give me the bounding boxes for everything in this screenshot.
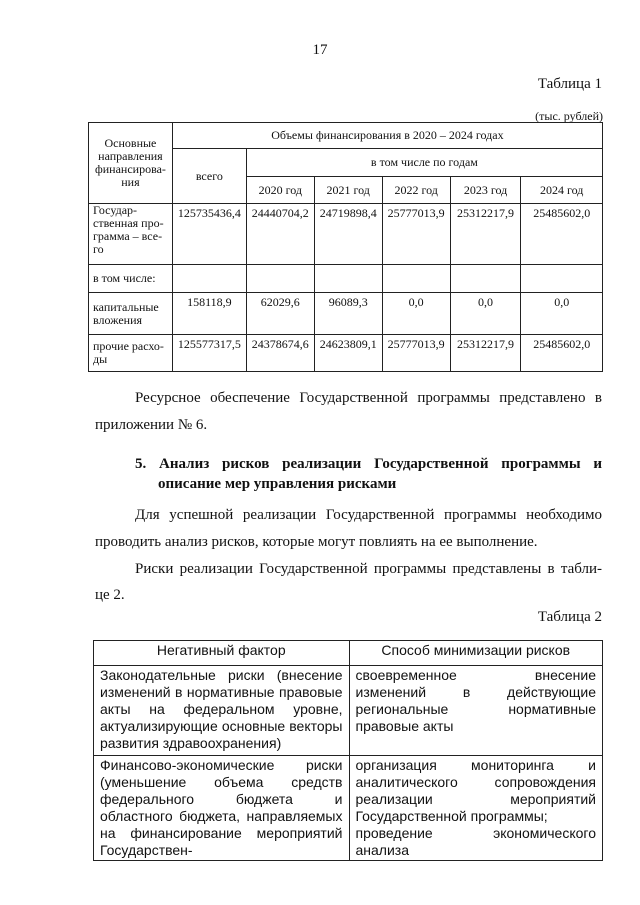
- header-financing-volumes: Объемы финансирования в 2020 – 2024 годах: [172, 123, 602, 149]
- cell-value: 25312217,9: [450, 204, 521, 265]
- table-row: [94, 756, 603, 861]
- cell-value: 24623809,1: [314, 335, 382, 372]
- cell-value: 24440704,2: [246, 204, 314, 265]
- page-number: 17: [312, 42, 328, 58]
- cell-value: [382, 265, 450, 293]
- cell-value: 158118,9: [172, 293, 246, 335]
- risk-method: своевременное внесение изменений в действующие региональные нормативные правовые акты: [349, 666, 603, 756]
- cell-value: 25777013,9: [382, 204, 450, 265]
- table-row: [89, 335, 603, 372]
- cell-value: 0,0: [450, 293, 521, 335]
- header-minimization-method: Способ минимизации рисков: [349, 641, 603, 666]
- cell-value: [246, 265, 314, 293]
- analysis-paragraph-line2: проводить анализ рисков, которые могут повлиять на ее выполнение.: [95, 534, 538, 550]
- header-year: 2021 год: [314, 177, 382, 204]
- cell-value: 25485602,0: [521, 335, 603, 372]
- risks-paragraph-line2: це 2.: [95, 587, 125, 603]
- section-heading-line1: [135, 456, 602, 473]
- analysis-paragraph-line1: Для успешной реализации Государственной программы необходимо: [135, 507, 602, 523]
- header-year: 2022 год: [382, 177, 450, 204]
- risks-table: [93, 640, 603, 861]
- header-directions: Основные направления финансирова- ния: [89, 123, 173, 204]
- cell-value: [521, 265, 603, 293]
- cell-value: 62029,6: [246, 293, 314, 335]
- risk-method-part2: проведение экономического анализа: [355, 825, 596, 858]
- cell-value: 125577317,5: [172, 335, 246, 372]
- cell-value: 24378674,6: [246, 335, 314, 372]
- table-row: [89, 204, 603, 265]
- risks-paragraph-line1: Риски реализации Государственной программы представлены в табли-: [135, 561, 602, 577]
- table-row: [89, 265, 603, 293]
- cell-value: 0,0: [382, 293, 450, 335]
- row-name: прочие расхо- ды: [89, 335, 173, 372]
- section-title-line2: описание мер управления рисками: [158, 476, 397, 492]
- cell-value: 25777013,9: [382, 335, 450, 372]
- cell-value: 25485602,0: [521, 204, 603, 265]
- financing-table: [88, 122, 603, 372]
- row-name: в том числе:: [89, 265, 173, 293]
- cell-value: [314, 265, 382, 293]
- row-name: Государ- ственная про- грамма – все- го: [89, 204, 173, 265]
- cell-value: 24719898,4: [314, 204, 382, 265]
- cell-value: [172, 265, 246, 293]
- header-year: 2023 год: [450, 177, 521, 204]
- section-number: 5.: [135, 456, 147, 472]
- table1-units: (тыс. рублей): [535, 109, 603, 123]
- section-title-line1: Анализ рисков реализации Государственной программы и: [159, 456, 602, 472]
- header-by-years: в том числе по годам: [246, 149, 602, 177]
- header-total: всего: [172, 149, 246, 204]
- risk-method-part1: организация мониторинга и аналитического сопровождения реализации мероприятий Государственной программы;: [355, 757, 596, 824]
- header-negative-factor: Негативный фактор: [94, 641, 350, 666]
- table-row: [89, 293, 603, 335]
- risk-factor: Законодательные риски (внесение изменений в нормативные правовые акты на федеральном уровне, актуализирующие основные векторы развития здравоохранения): [94, 666, 350, 756]
- resource-paragraph-line2: приложении № 6.: [95, 417, 208, 433]
- table1-caption: Таблица 1: [537, 76, 602, 92]
- table-row: [94, 666, 603, 756]
- table2-caption: Таблица 2: [537, 609, 602, 625]
- cell-value: 125735436,4: [172, 204, 246, 265]
- cell-value: [450, 265, 521, 293]
- risk-method: [349, 756, 603, 861]
- cell-value: 25312217,9: [450, 335, 521, 372]
- header-year: 2020 год: [246, 177, 314, 204]
- risk-factor: Финансово-экономические риски (уменьшение объема средств федерального бюджета и областного бюджета, направляемых на финансирование мероприятий Государствен-: [94, 756, 350, 861]
- resource-paragraph-line1: Ресурсное обеспечение Государственной программы представлено в: [135, 390, 602, 406]
- header-year: 2024 год: [521, 177, 603, 204]
- cell-value: 0,0: [521, 293, 603, 335]
- cell-value: 96089,3: [314, 293, 382, 335]
- row-name: капитальные вложения: [89, 293, 173, 335]
